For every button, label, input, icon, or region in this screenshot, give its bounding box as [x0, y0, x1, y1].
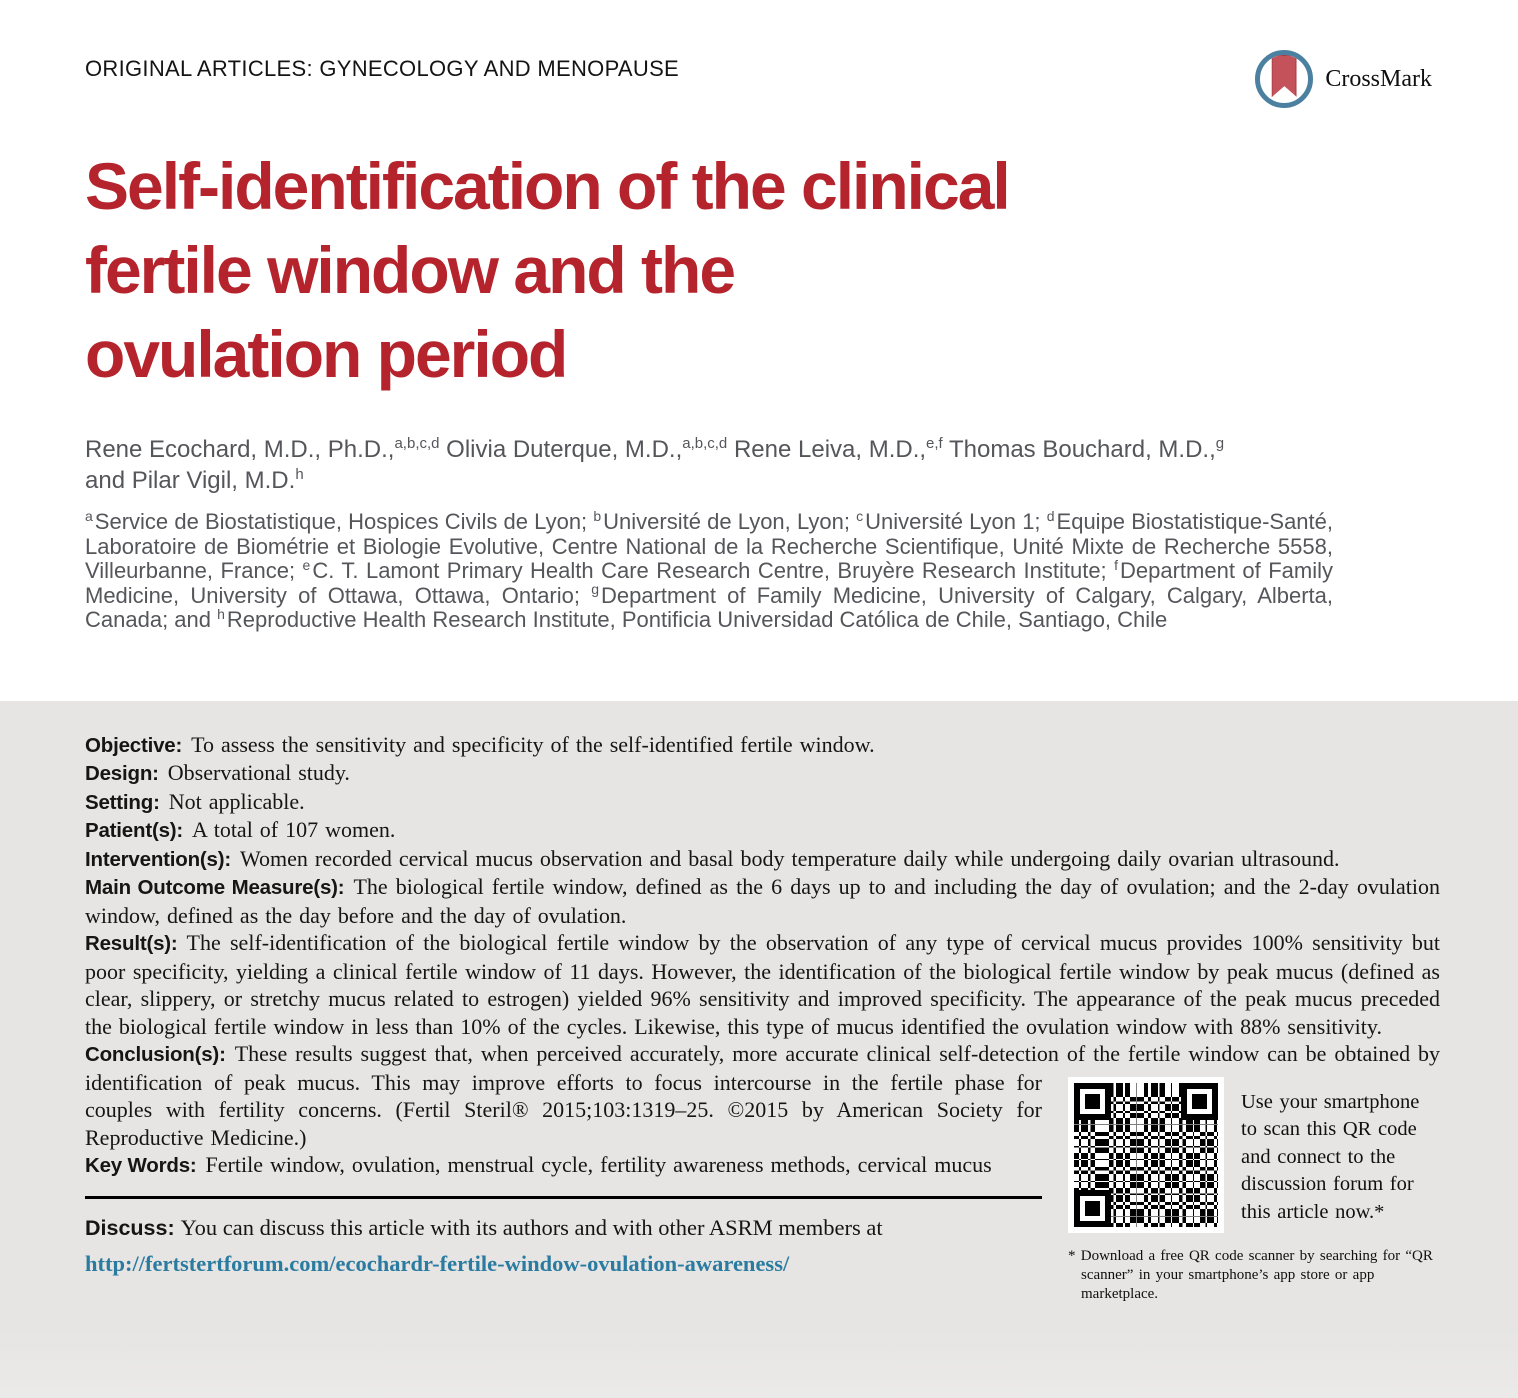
abstract-item-text: Women recorded cervical mucus observation and basal body temperature daily while undergoing daily ovarian ultrasound. [240, 845, 1340, 871]
affiliation-sup: g [591, 581, 600, 598]
qr-panel [1068, 1077, 1440, 1304]
abstract-item-text: To assess the sensitivity and specificity of the self-identified fertile window. [191, 731, 875, 757]
abstract-item-text: The biological fertile window, defined as the 6 days up to and including the day of ovulation; and the 2-day ovulation window, defined as the day before and the day of ovulation. [85, 874, 1440, 928]
crossmark-ribbon-icon [1272, 55, 1297, 97]
affiliation-sup: d [1046, 507, 1055, 524]
affiliation-text: C. T. Lamont Primary Health Care Research Centre, Bruyère Research Institute; [312, 558, 1115, 583]
abstract-item-text: obtained by identification of peak mucus. This may improve efforts to focus intercourse in the fertile phase for couples with fertility concerns. (Fertil Steril® 2015;103:1319–25. ©2015 by American Society for Reproductive Medicine.) [85, 1041, 1441, 1150]
discuss-text: You can discuss this article with its authors and with other ASRM members at [180, 1214, 883, 1240]
abstract-item-label: Patient(s): [85, 819, 184, 842]
qr-finder-icon [1181, 1083, 1218, 1120]
abstract-item-text: Fertile window, ovulation, menstrual cycle, fertility awareness methods, cervical mucus [205, 1152, 992, 1177]
author: Rene Leiva, M.D.,$^{e,f}$ [733, 435, 943, 463]
abstract-item-label: Key Words: [85, 1154, 197, 1177]
abstract-item-label: Main Outcome Measure(s): [85, 876, 345, 899]
abstract-item-label: Conclusion(s): [85, 1043, 226, 1066]
affiliation-text: Equipe Biostatistique-Santé, Laboratoire de Biométrie et Biologie Evolutive, Centre National de la Recherche Scientifique, Unité Mixte de Recherche 5558, Villeurbanne, France; [85, 509, 1333, 583]
abstract-item-text: Observational study. [167, 760, 350, 785]
affiliation-text: Reproductive Health Research Institute, Pontificia Universidad Católica de Chile, Santiago, Chile [226, 607, 1168, 632]
affiliation-sup: h [217, 605, 225, 622]
author-affiliation-sup: h [295, 466, 304, 483]
abstract-design [85, 759, 1440, 788]
discuss-section [85, 1196, 1042, 1282]
abstract-panel [0, 701, 1518, 1398]
masthead [0, 0, 1518, 128]
author-affiliation-sup: e,f [926, 435, 943, 452]
affiliation-sup: c [856, 507, 864, 524]
abstract-interventions [85, 845, 1440, 874]
author-affiliation-sup: a,b,c,d [394, 435, 440, 452]
author: and Pilar Vigil, M.D.$^h$ [85, 466, 304, 494]
affiliation-text: Service de Biostatistique, Hospices Civils de Lyon; [94, 509, 594, 534]
qr-finder-icon [1074, 1083, 1111, 1120]
abstract-item-label: Objective: [85, 733, 183, 757]
crossmark-icon [1255, 50, 1313, 108]
affiliation-sup: a [85, 507, 93, 524]
qr-caption: Use your smartphone to scan this QR code and connect to the discussion forum for this article now.* [1241, 1090, 1420, 1223]
article-title [85, 144, 1433, 396]
affiliation-text: Department of Family Medicine, University of Ottawa, Ottawa, Ontario; [85, 558, 1333, 608]
affiliation-sup: f [1114, 556, 1119, 573]
qr-code [1068, 1077, 1224, 1233]
abstract-item-text: Not applicable. [168, 788, 305, 814]
crossmark-label: CrossMark [1325, 65, 1432, 92]
abstract-results [85, 929, 1440, 1040]
affiliation-sup: b [593, 507, 602, 524]
abstract-objective [85, 731, 1440, 760]
section-label: ORIGINAL ARTICLES: GYNECOLOGY AND MENOPAUSE [85, 56, 680, 81]
abstract-item-label: Intervention(s): [85, 847, 231, 871]
abstract-item-label: Design: [85, 762, 159, 785]
abstract-item-text: These results suggest that, when perceived accurately, more accurate clinical self-detection of the fertile window can be [234, 1041, 1327, 1066]
affiliation-text: Université Lyon 1; [865, 509, 1047, 534]
discuss-label: Discuss: [85, 1215, 175, 1240]
author: Olivia Duterque, M.D.,$^{a,b,c,d}$ [446, 435, 728, 463]
abstract-setting [85, 788, 1440, 817]
author-affiliation-sup: g [1215, 435, 1225, 452]
qr-row [1068, 1077, 1440, 1233]
discussion-forum-link[interactable]: http://fertstertforum.com/ecochardr-fertile-window-ovulation-awareness/ [85, 1250, 790, 1276]
affiliations [85, 507, 1334, 633]
article-title-line: fertile window and the [85, 233, 735, 307]
author: Thomas Bouchard, M.D.,$^g$ [948, 435, 1225, 463]
qr-footnote: * Download a free QR code scanner by searching for “QR scanner” in your smartphone’s app store or app marketplace. [1068, 1247, 1433, 1302]
affiliation-sup: e [302, 556, 311, 573]
affiliation-text: Université de Lyon, Lyon; [603, 509, 857, 534]
crossmark-badge[interactable] [1255, 50, 1432, 108]
abstract-item-label: Result(s): [85, 932, 178, 955]
abstract-main-outcome [85, 873, 1440, 929]
author-affiliation-sup: a,b,c,d [682, 435, 728, 452]
abstract-item-label: Setting: [85, 790, 160, 814]
qr-finder-icon [1074, 1190, 1111, 1227]
abstract-item-text: A total of 107 women. [192, 817, 396, 842]
article-title-line: Self-identification of the clinical [85, 149, 1009, 223]
author: Rene Ecochard, M.D., Ph.D.,$^{a,b,c,d}$ [85, 435, 440, 463]
affiliation-text: Department of Family Medicine, University of Calgary, Calgary, Alberta, Canada; and [85, 582, 1334, 632]
abstract-patients [85, 816, 1440, 845]
abstract-item-text: The self-identification of the biological fertile window by the observation of any type of cervical mucus provides 100% sensitivity but poor specificity, yielding a clinical fertile window of 11 days. However, the identification of the biological fertile window by peak mucus (defined as clear, slippery, or stretchy mucus related to estrogen) yielded 96% sensitivity and improved specificity. The appearance of the peak mucus preceded the biological fertile window in less than 10% of the cycles. Likewise, this type of mucus identified the ovulation window with 88% sensitivity. [85, 930, 1440, 1039]
article-title-line: ovulation period [85, 317, 567, 391]
author-list [85, 434, 1360, 496]
